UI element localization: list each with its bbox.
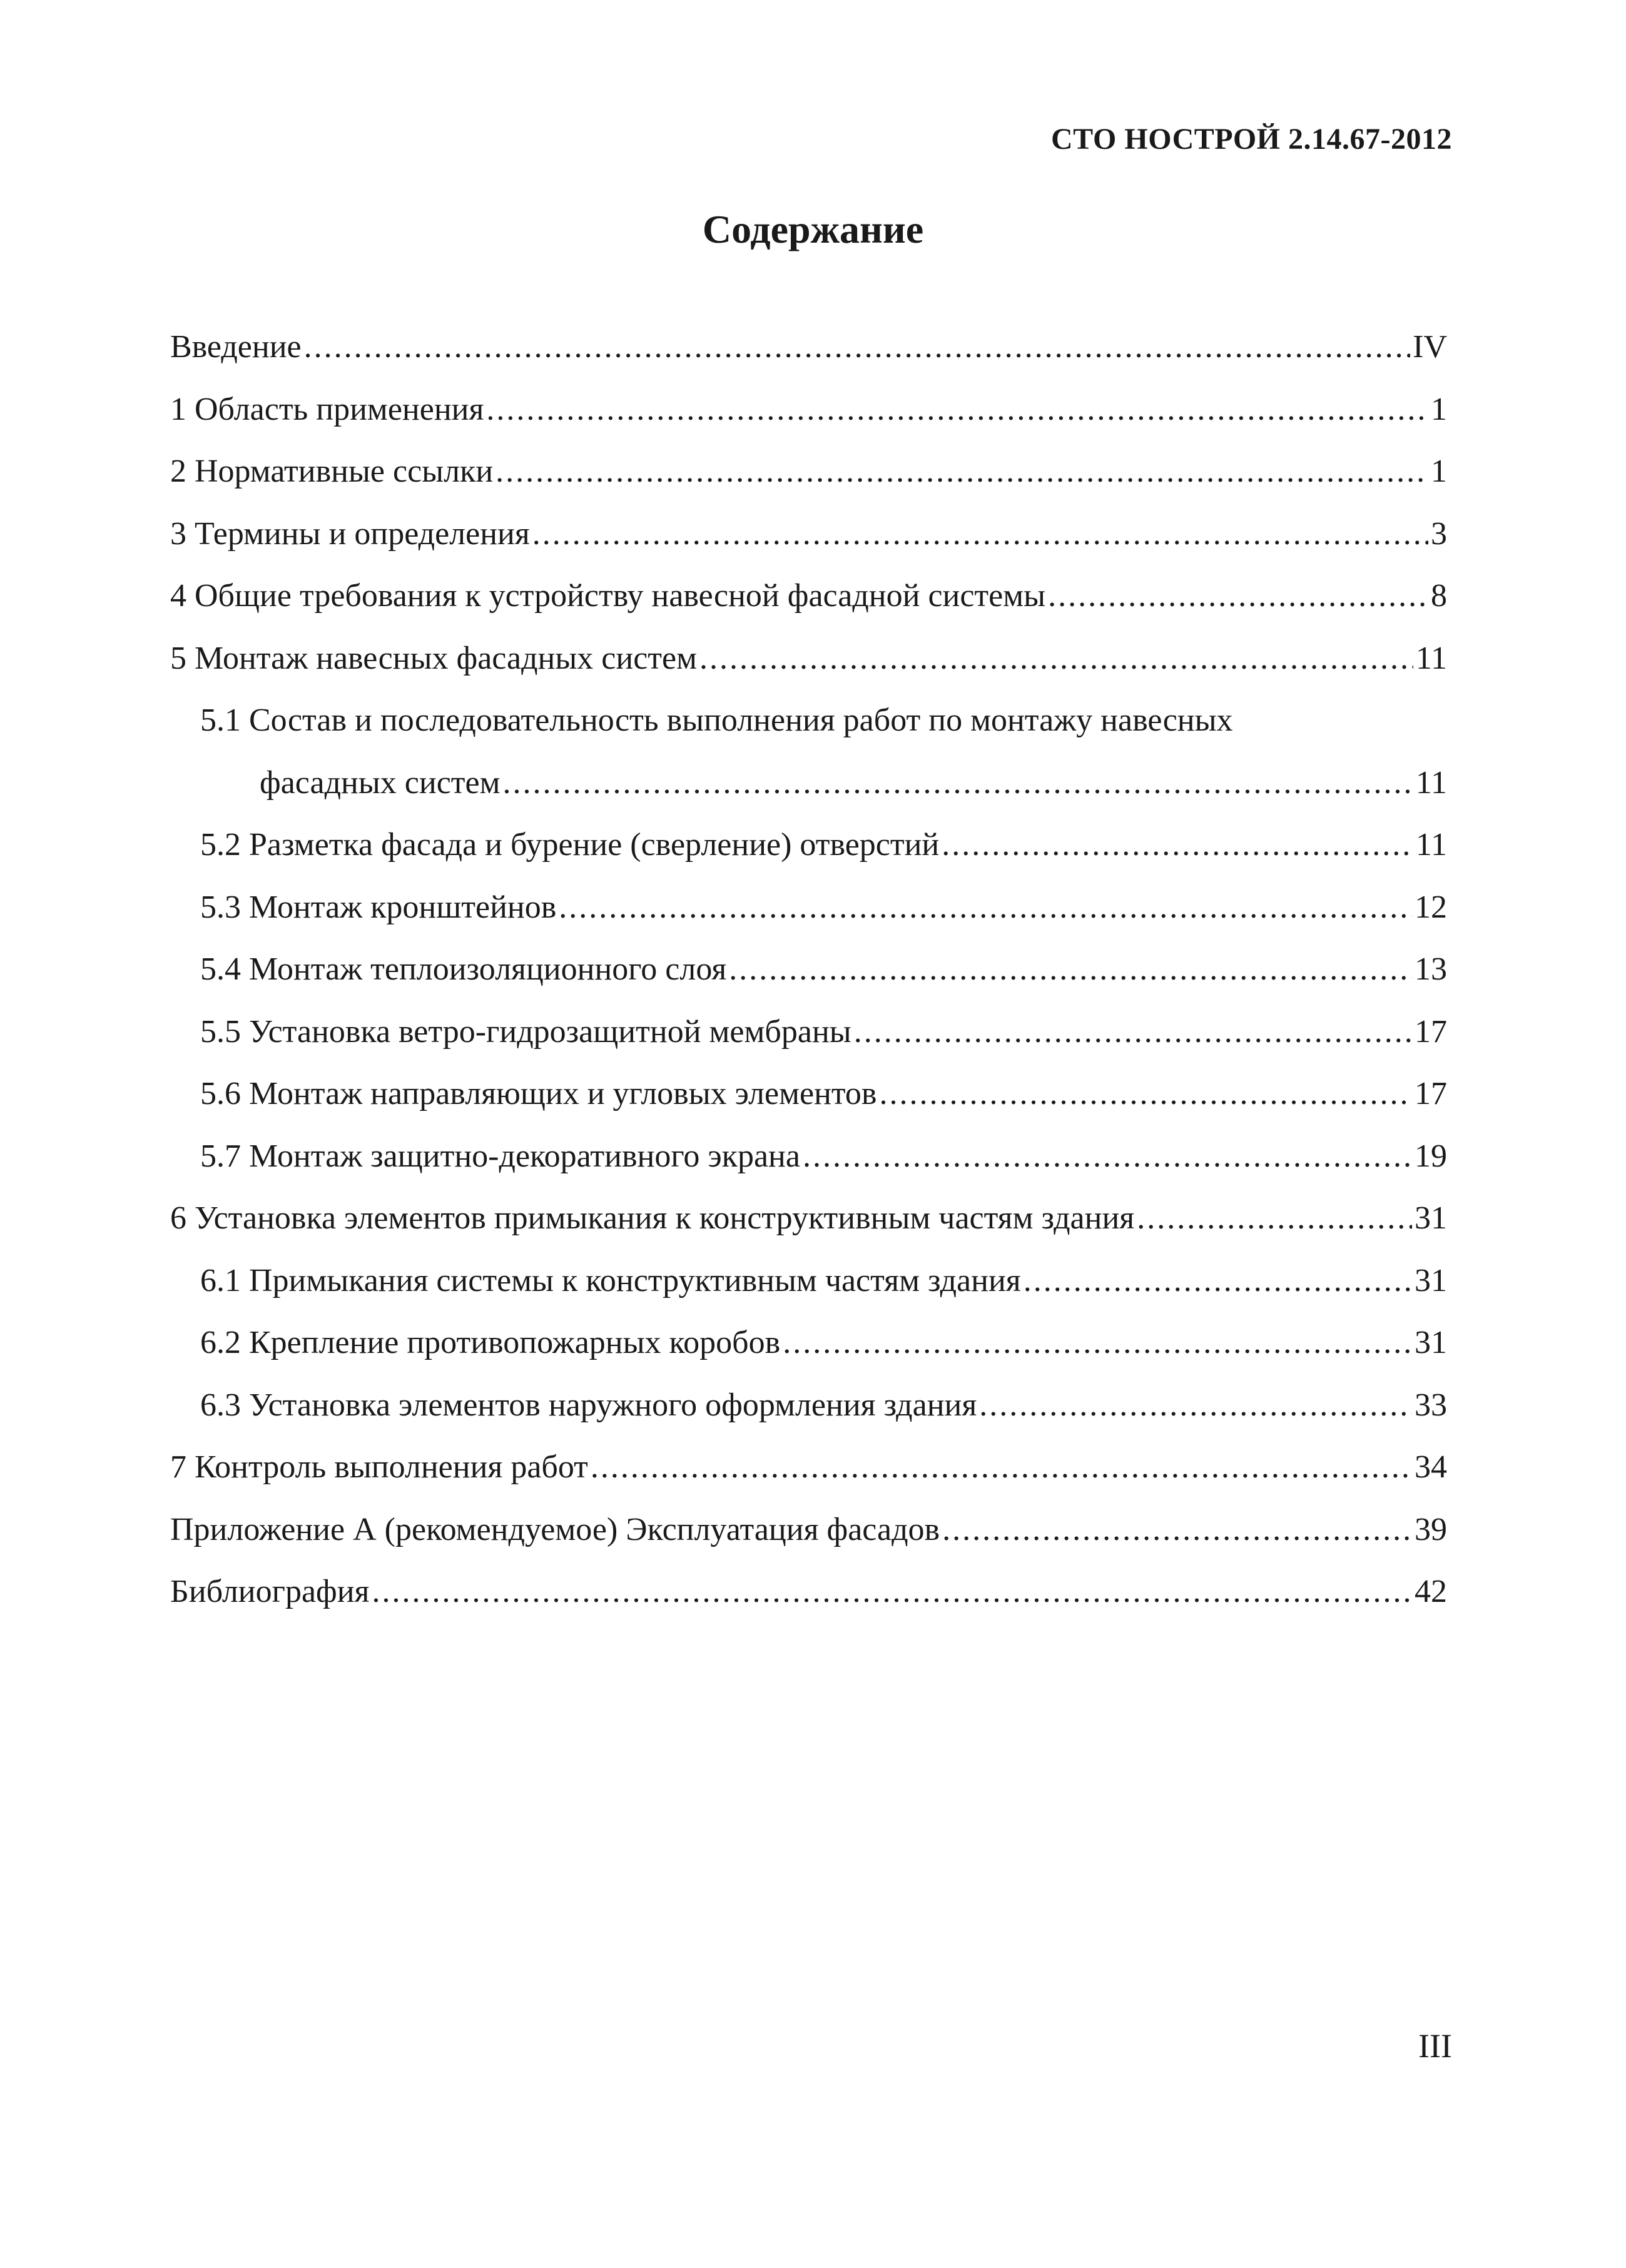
toc-entry-page: 17: [1415, 1013, 1447, 1050]
toc-entry-label: 6.3 Установка элементов наружного оформления здания: [200, 1387, 977, 1423]
toc-leader-dots: [1048, 565, 1428, 627]
toc-entry-page: 17: [1415, 1076, 1447, 1111]
toc-entry-label: 6 Установка элементов примыкания к конструктивным частям здания: [170, 1200, 1135, 1236]
toc-leader-dots: [729, 938, 1412, 1001]
toc-entry-page: 31: [1415, 1325, 1447, 1360]
toc-entry-label: 5.4 Монтаж теплоизоляционного слоя: [200, 951, 727, 987]
toc-entry-label: 6.1 Примыкания системы к конструктивным частям здания: [200, 1262, 1021, 1299]
toc-entry[interactable]: [170, 752, 1447, 814]
toc-entry-label: 5.6 Монтаж направляющих и угловых элементов: [200, 1076, 877, 1111]
page-number: III: [1418, 2027, 1452, 2065]
toc-entry-page: 11: [1415, 827, 1447, 863]
toc-entry-page: 12: [1415, 889, 1447, 925]
toc-entry[interactable]: [170, 876, 1447, 939]
document-code: СТО НОСТРОЙ 2.14.67-2012: [1050, 123, 1452, 156]
toc-leader-dots: [372, 1561, 1412, 1623]
toc-entry[interactable]: [170, 503, 1447, 565]
toc-leader-dots: [942, 1499, 1412, 1561]
toc-entry[interactable]: [170, 1436, 1447, 1499]
toc-leader-dots: [699, 627, 1413, 690]
toc-entry-label: 5 Монтаж навесных фасадных систем: [170, 640, 698, 676]
toc-entry-page: 8: [1431, 578, 1447, 614]
toc-leader-dots: [559, 876, 1412, 939]
toc-entry-page: 31: [1415, 1262, 1447, 1299]
toc-leader-dots: [803, 1125, 1412, 1188]
toc-entry-label: 4 Общие требования к устройству навесной фасадной системы: [170, 578, 1046, 614]
toc-leader-dots: [880, 1063, 1413, 1125]
toc-entry[interactable]: [170, 1312, 1447, 1374]
toc-entry-page: 34: [1415, 1449, 1447, 1485]
page-title: Содержание: [702, 207, 924, 251]
toc-entry[interactable]: [170, 814, 1447, 876]
toc-entry-label: 5.1 Состав и последовательность выполнения работ по монтажу навесных: [200, 702, 1233, 738]
toc-entry[interactable]: [170, 1001, 1447, 1063]
toc-leader-dots: [979, 1374, 1412, 1437]
table-of-contents: [170, 316, 1447, 1623]
toc-leader-dots: [532, 503, 1428, 565]
toc-entry[interactable]: [170, 440, 1447, 503]
toc-entry-label: фасадных систем: [260, 764, 501, 801]
toc-entry-page: 11: [1415, 640, 1447, 676]
toc-entry[interactable]: [170, 1499, 1447, 1561]
toc-entry-label: 5.5 Установка ветро-гидрозащитной мембраны: [200, 1013, 851, 1050]
toc-leader-dots: [503, 752, 1413, 814]
toc-entry[interactable]: [170, 1125, 1447, 1188]
toc-entry[interactable]: [170, 1187, 1447, 1250]
toc-leader-dots: [1137, 1187, 1412, 1250]
toc-leader-dots: [591, 1436, 1412, 1499]
toc-leader-dots: [783, 1312, 1412, 1374]
toc-entry-page: 19: [1415, 1138, 1447, 1174]
toc-leader-dots: [1024, 1250, 1412, 1312]
toc-entry-label: 5.3 Монтаж кронштейнов: [200, 889, 557, 925]
toc-entry-label: 7 Контроль выполнения работ: [170, 1449, 588, 1485]
toc-entry-label: 3 Термины и определения: [170, 515, 530, 552]
toc-entry-page: 13: [1415, 951, 1447, 987]
toc-entry-page: 1: [1431, 453, 1447, 489]
toc-entry-label: 1 Область применения: [170, 391, 484, 427]
toc-entry-page: IV: [1413, 329, 1447, 365]
toc-entry-page: 31: [1415, 1200, 1447, 1236]
toc-entry[interactable]: [170, 316, 1447, 378]
toc-entry-label: 5.2 Разметка фасада и бурение (сверление) отверстий: [200, 827, 940, 863]
toc-leader-dots: [854, 1001, 1412, 1063]
toc-entry-page: 11: [1415, 764, 1447, 801]
toc-leader-dots: [486, 378, 1428, 441]
toc-entry-label: 2 Нормативные ссылки: [170, 453, 494, 489]
toc-entry[interactable]: [170, 938, 1447, 1001]
toc-leader-dots: [495, 440, 1428, 503]
toc-entry[interactable]: [170, 565, 1447, 627]
toc-entry[interactable]: [170, 1063, 1447, 1125]
toc-entry-label: 5.7 Монтаж защитно-декоративного экрана: [200, 1138, 800, 1174]
toc-entry[interactable]: [170, 1561, 1447, 1623]
toc-entry[interactable]: [170, 627, 1447, 690]
toc-entry[interactable]: [170, 1250, 1447, 1312]
toc-leader-dots: [942, 814, 1413, 876]
toc-entry-page: 42: [1415, 1574, 1447, 1609]
toc-entry-label: Введение: [170, 329, 302, 365]
toc-leader-dots: [304, 316, 1411, 378]
toc-entry[interactable]: [170, 1374, 1447, 1437]
toc-entry-page: 39: [1415, 1511, 1447, 1547]
toc-entry-page: 3: [1431, 515, 1447, 552]
toc-entry-page: 1: [1431, 391, 1447, 427]
toc-entry[interactable]: [170, 689, 1447, 752]
toc-entry-label: Приложение А (рекомендуемое) Эксплуатация фасадов: [170, 1511, 940, 1547]
toc-entry[interactable]: [170, 378, 1447, 441]
toc-entry-label: 6.2 Крепление противопожарных коробов: [200, 1325, 781, 1360]
toc-entry-page: 33: [1415, 1387, 1447, 1423]
toc-entry-label: Библиография: [170, 1574, 370, 1609]
